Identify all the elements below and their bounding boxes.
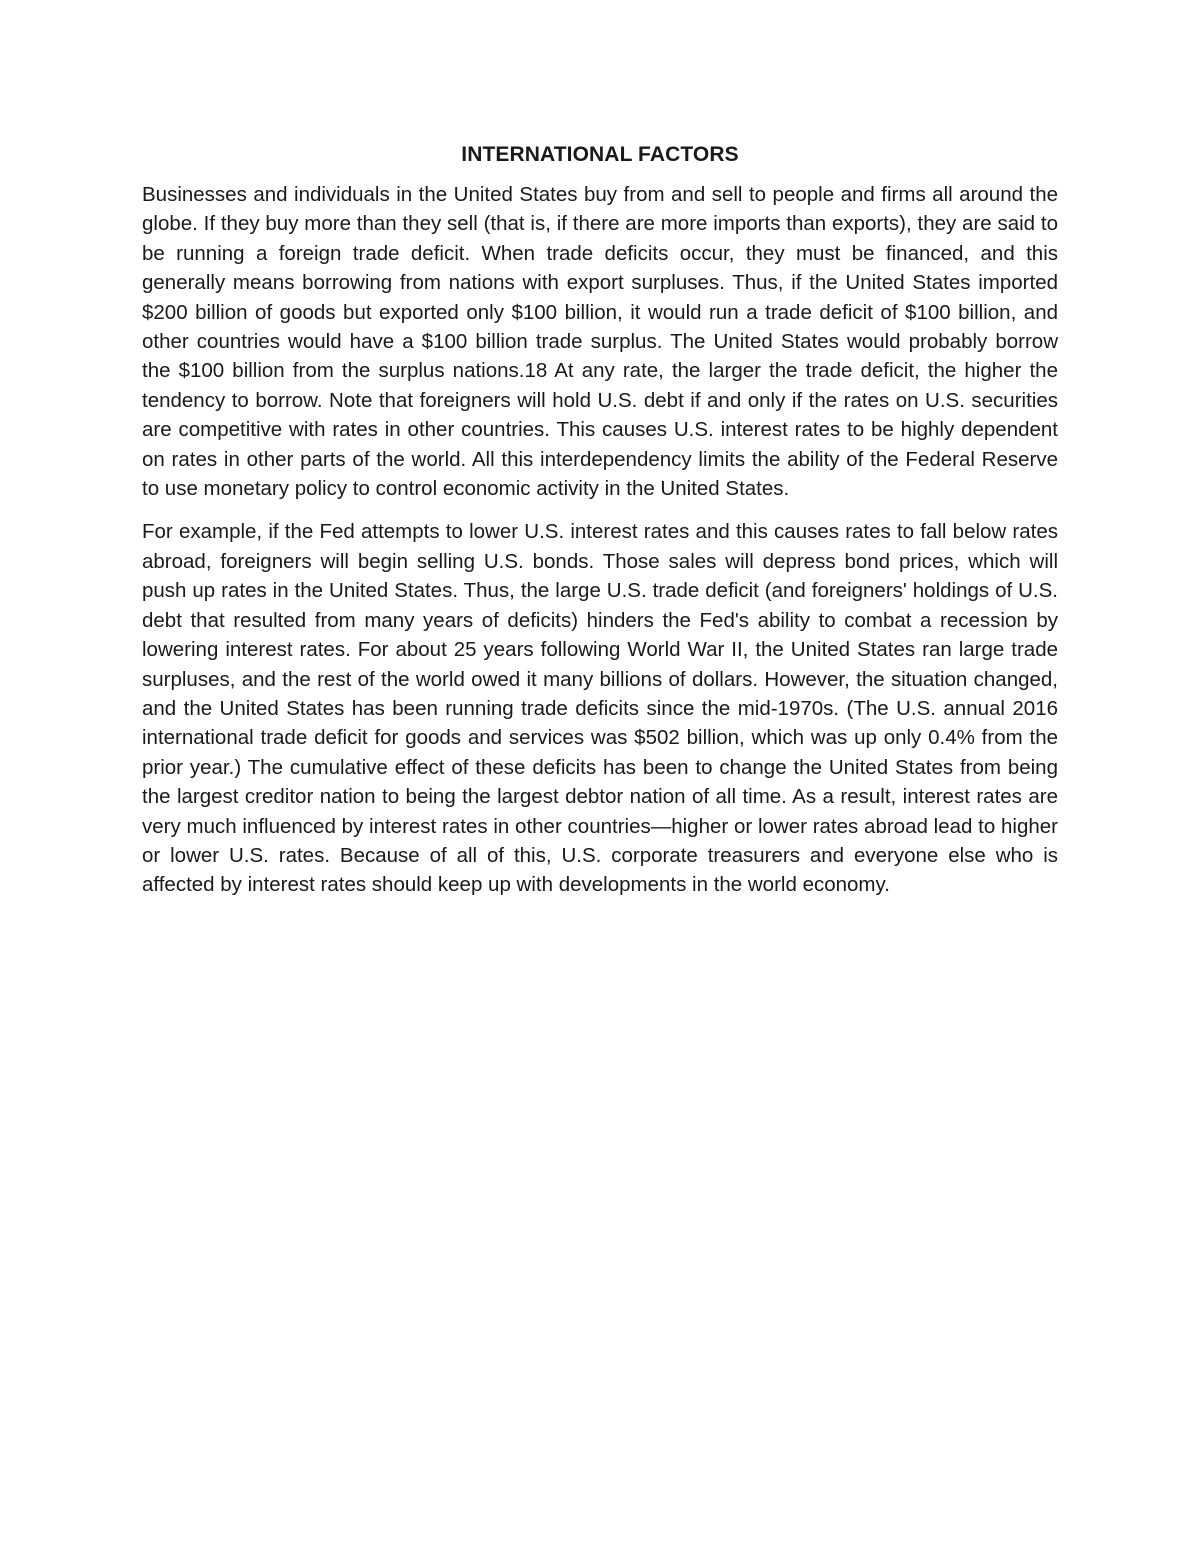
document-content [142,140,1058,914]
paragraph-1: Businesses and individuals in the United States buy from and sell to people and firms all around the globe. If they buy more than they sell (that is, if there are more imports than exports), they are said to be running a foreign trade deficit. When trade deficits occur, they must be financed, and this generally means borrowing from nations with export surpluses. Thus, if the United States imported $200 billion of goods but exported only $100 billion, it would run a trade deficit of $100 billion, and other countries would have a $100 billion trade surplus. The United States would probably borrow the $100 billion from the surplus nations.18 At any rate, the larger the trade deficit, the higher the tendency to borrow. Note that foreigners will hold U.S. debt if and only if the rates on U.S. securities are competitive with rates in other countries. This causes U.S. interest rates to be highly dependent on rates in other parts of the world. All this interdependency limits the ability of the Federal Reserve to use monetary policy to control economic activity in the United States. [142,183,1058,501]
paragraph-2: For example, if the Fed attempts to lower U.S. interest rates and this causes rates to fall below rates abroad, foreigners will begin selling U.S. bonds. Those sales will depress bond prices, which will push up rates in the United States. Thus, the large U.S. trade deficit (and foreigners' holdings of U.S. debt that resulted from many years of deficits) hinders the Fed's ability to combat a recession by lowering interest rates. For about 25 years following World War II, the United States ran large trade surpluses, and the rest of the world owed it many billions of dollars. However, the situation changed, and the United States has been running trade deficits since the mid-1970s. (The U.S. annual 2016 international trade deficit for goods and services was $502 billion, which was up only 0.4% from the prior year.) The cumulative effect of these deficits has been to change the United States from being the largest creditor nation to being the largest debtor nation of all time. As a result, interest rates are very much influenced by interest rates in other countries—higher or lower rates abroad lead to higher or lower U.S. rates. Because of all of this, U.S. corporate treasurers and everyone else who is affected by interest rates should keep up with developments in the world economy. [142,520,1058,897]
document-title: INTERNATIONAL FACTORS [461,143,739,166]
